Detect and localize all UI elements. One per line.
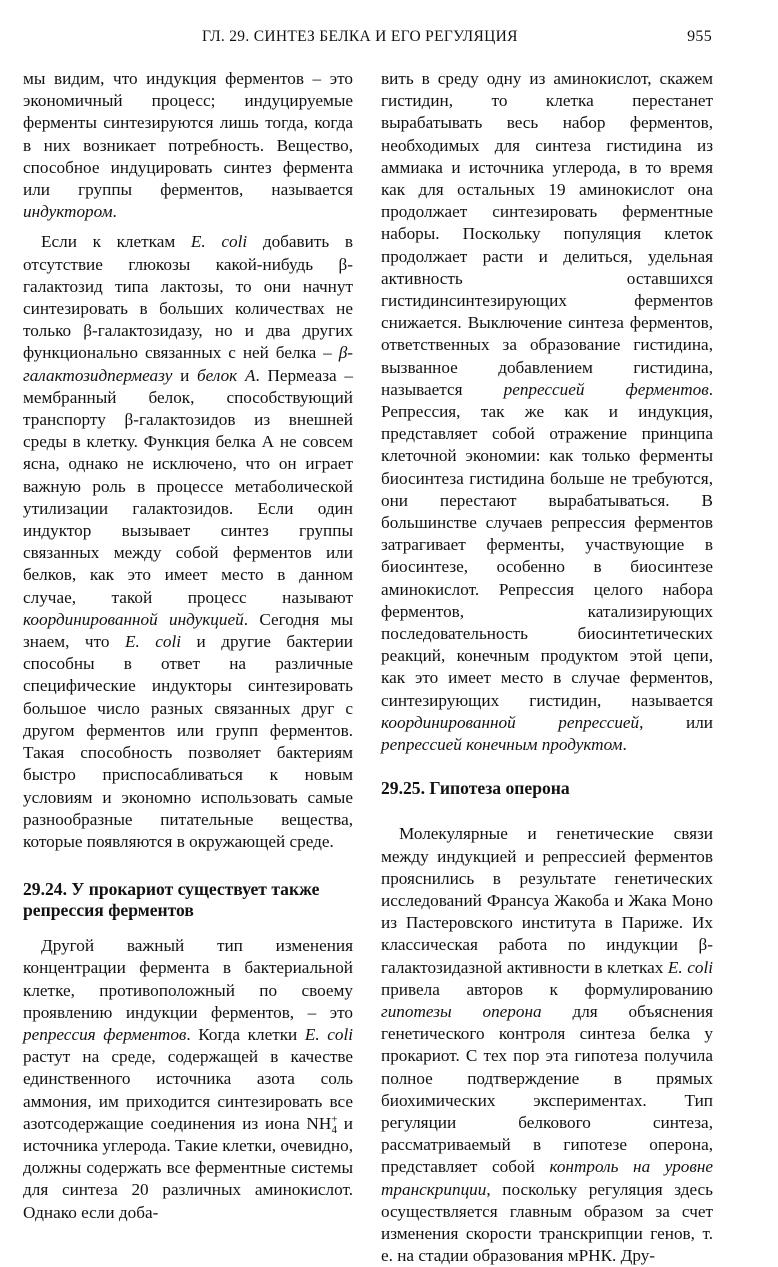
section-heading: 29.24. У прокариот существует также репрессия ферментов [23,879,320,921]
page-number: 955 [687,28,712,45]
paragraph: Молекулярные и генетические связи между индукцией и репрессией ферментов прояснились в результате генетических исследований Франсуа Жакоба и Жака Моно из Пастеровского института в Париже. Их классическая работа по индукции β-галактозидазной активности в клетках E. coli привела авторов к формулированию гипотезы оперона для объяснения генетического контроля синтеза белка у прокариот. С тех пор эта гипотеза получила полное подтверждение в прямых биохимических экспериментах. Тип регуляции белкового синтеза, рассматриваемый в гипотезе оперона, представляет собой контроль на уровне транскрипции, поскольку регуляция здесь осуществляется главным образом за счет изменения скорости транскрипции генов, т. е. на стадии образования мРНК. Дру- [381,824,713,1266]
left-column [23,68,353,1224]
section-heading: 29.25. Гипотеза оперона [381,778,570,799]
running-title: ГЛ. 29. СИНТЕЗ БЕЛКА И ЕГО РЕГУЛЯЦИЯ [202,28,518,45]
paragraph: Если к клеткам E. coli добавить в отсутствие глюкозы какой-нибудь β-галактозид типа лактозы, то они начнут синтезировать в больших количествах не только β-галактозидазу, но и два других функционально связанных с ней белка – β-галактозидпермеазу и белок А. Пермеаза – мембранный белок, способствующий транспорту β-галактозидов из внешней среды в клетку. Функция белка А не совсем ясна, однако не исключено, что он играет важную роль в процессе метаболической утилизации галактозидов. Если один индуктор вызывает синтез группы связанных между собой ферментов или белков, как это имеет место в данном случае, такой процесс называют координированной индукцией. Сегодня мы знаем, что E. coli и другие бактерии способны в ответ на различные специфические индукторы синтезировать большое число разных связанных друг с другом ферментов или групп ферментов. Такая способность позволяет бактериям быстро приспосабливаться к новым условиям и экономно использовать самые разнообразные питательные вещества, которые появляются в окружающей среде. [23,232,353,851]
paragraph: Другой важный тип изменения концентрации фермента в бактериальной клетке, противоположный по своему проявлению индукции ферментов, – это репрессия ферментов. Когда клетки E. coli растут на среде, содержащей в качестве единственного источника азота соль аммония, им приходится синтезировать все азотсодержащие соединения из иона $NH^+_4$ и источника углерода. Такие клетки, очевидно, должны содержать все ферментные системы для синтеза 20 различных аминокислот. Однако если доба- [23,936,353,1222]
paragraph: мы видим, что индукция ферментов – это экономичный процесс; индуцируемые ферменты синтезируются лишь тогда, когда в них возникает потребность. Вещество, способное индуцировать синтез фермента или группы ферментов, называется индуктором. [23,69,353,222]
running-header [20,28,712,54]
right-column [381,68,713,1267]
paragraph: вить в среду одну из аминокислот, скажем гистидин, то клетка перестанет вырабатывать весь набор ферментов, необходимых для синтеза гистидина из аммиака и источника углерода, в то время как для остальных 19 аминокислот она продолжает синтезировать ферментные наборы. Поскольку популяция клеток продолжает расти и делиться, удельная активность оставшихся гистидинсинтезирующих ферментов снижается. Выключение синтеза ферментов, ответственных за образование гистидина, вызванное добавлением гистидина, называется репрессией ферментов. Репрессия, так же как и индукция, представляет собой отражение принципа клеточной экономии: как только ферменты биосинтеза гистидина больше не требуются, они перестают вырабатываться. В большинстве случаев репрессия ферментов затрагивает ферменты, участвующие в биосинтезе, особенно в биосинтезе аминокислот. Репрессия целого набора ферментов, катализирующих последовательность биосинтетических реакций, конечным продуктом этой цепи, как это имеет место в случае ферментов, синтезирующих гистидин, называется координированной репрессией, или репрессией конечным продуктом. [381,69,713,755]
